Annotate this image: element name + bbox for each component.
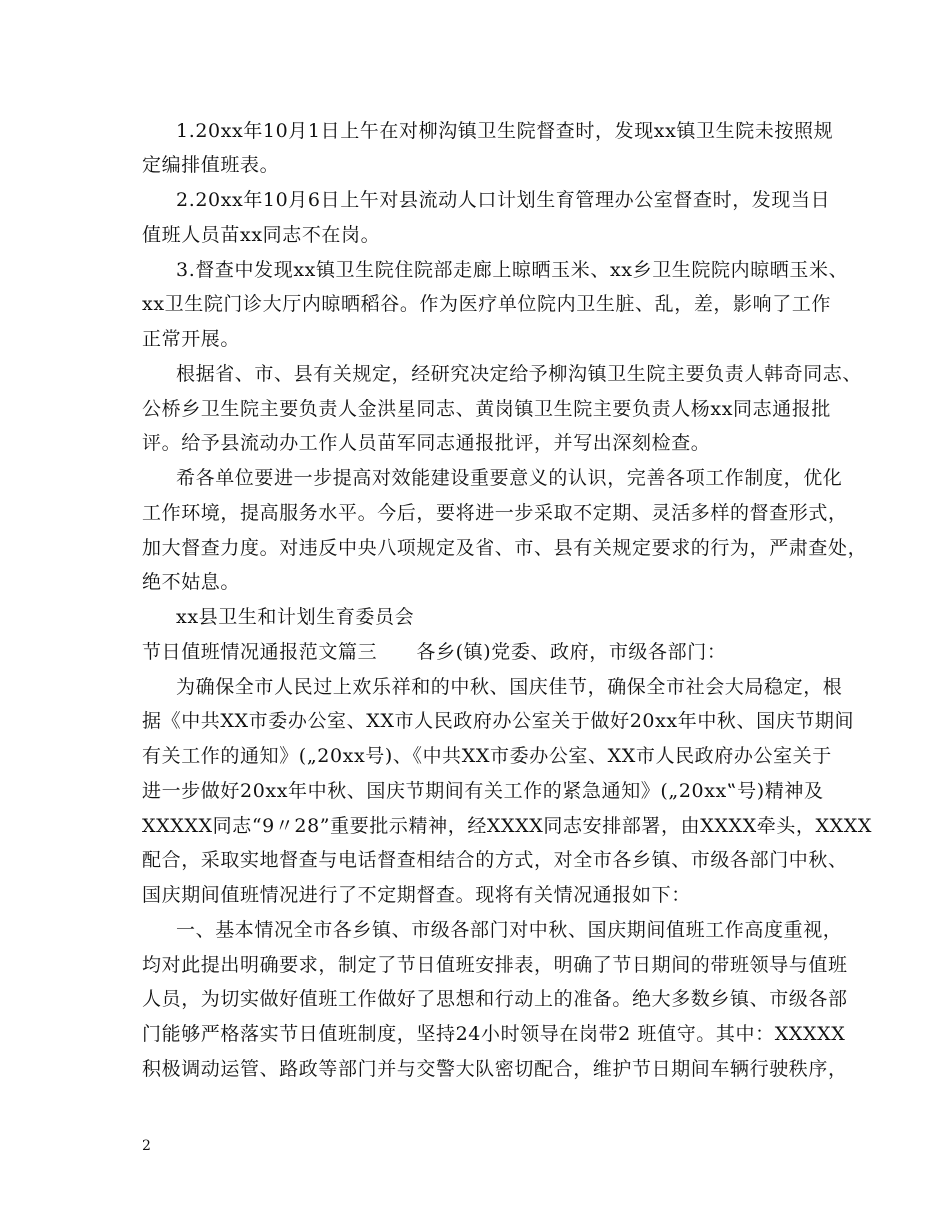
text-line: 一、基本情况全市各乡镇、市级各部门对中秋、国庆期间值班工作高度重视， xyxy=(176,919,843,941)
text-line: 值班人员苗xx同志不在岗。 xyxy=(142,224,381,246)
text-line: 加大督查力度。对违反中央八项规定及省、市、县有关规定要求的行为，严肃查处， xyxy=(142,537,868,559)
text-line: 定编排值班表。 xyxy=(142,154,280,176)
section-heading: 节日值班情况通报范文篇三 各乡(镇)党委、政府，市级各部门： xyxy=(142,641,727,663)
text-line: 正常开展。 xyxy=(142,328,241,350)
text-line: 均对此提出明确要求，制定了节日值班安排表，明确了节日期间的带班领导与值班 xyxy=(142,954,848,976)
signature-line: xx县卫生和计划生育委员会 xyxy=(176,606,415,628)
text-line: 有关工作的通知》(„20xx号)、《中共XX市委办公室、XX市人民政府办公室关于 xyxy=(142,745,832,767)
text-line: xx卫生院门诊大厅内晾晒稻谷。作为医疗单位院内卫生脏、乱，差，影响了工作 xyxy=(142,293,832,315)
text-line: 积极调动运管、路政等部门并与交警大队密切配合，维护节日期间车辆行驶秩序， xyxy=(142,1058,848,1080)
text-line: 据《中共XX市委办公室、XX市人民政府办公室关于做好20xx年中秋、国庆节期间 xyxy=(142,710,855,732)
text-line: 希各单位要进一步提高对效能建设重要意义的认识，完善各项工作制度，优化 xyxy=(176,467,843,489)
text-line: 根据省、市、县有关规定，经研究决定给予柳沟镇卫生院主要负责人韩奇同志、 xyxy=(176,363,863,385)
text-line: 公桥乡卫生院主要负责人金洪星同志、黄岗镇卫生院主要负责人杨xx同志通报批 xyxy=(142,398,832,420)
text-line: 评。给予县流动办工作人员苗军同志通报批评，并写出深刻检查。 xyxy=(142,432,711,454)
text-line: 人员，为切实做好值班工作做好了思想和行动上的准备。绝大多数乡镇、市级各部 xyxy=(142,988,848,1010)
text-line: 为确保全市人民过上欢乐祥和的中秋、国庆佳节，确保全市社会大局稳定，根 xyxy=(176,676,843,698)
page-number: 2 xyxy=(142,1138,151,1154)
text-line: 配合，采取实地督查与电话督查相结合的方式，对全市各乡镇、市级各部门中秋、 xyxy=(142,849,848,871)
text-line: 进一步做好20xx年中秋、国庆节期间有关工作的紧急通知》(„20xx‟号)精神及 xyxy=(142,780,824,802)
text-line: 1.20xx年10月1日上午在对柳沟镇卫生院督查时，发现xx镇卫生院未按照规 xyxy=(176,120,834,142)
text-line: 3.督查中发现xx镇卫生院住院部走廊上晾晒玉米、xx乡卫生院院内晾晒玉米、 xyxy=(176,259,849,281)
text-line: XXXXX同志“9〃28”重要批示精神，经XXXX同志安排部署，由XXXX牵头，XXXX xyxy=(142,815,873,837)
text-line: 绝不姑息。 xyxy=(142,571,241,593)
text-line: 国庆期间值班情况进行了不定期督查。现将有关情况通报如下： xyxy=(142,884,691,906)
text-line: 门能够严格落实节日值班制度，坚持24小时领导在岗带2 班值守。其中：XXXXX xyxy=(142,1023,846,1045)
text-line: 工作环境，提高服务水平。今后，要将进一步采取不定期、灵活多样的督查形式， xyxy=(142,502,848,524)
text-line: 2.20xx年10月6日上午对县流动人口计划生育管理办公室督查时，发现当日 xyxy=(176,189,831,211)
